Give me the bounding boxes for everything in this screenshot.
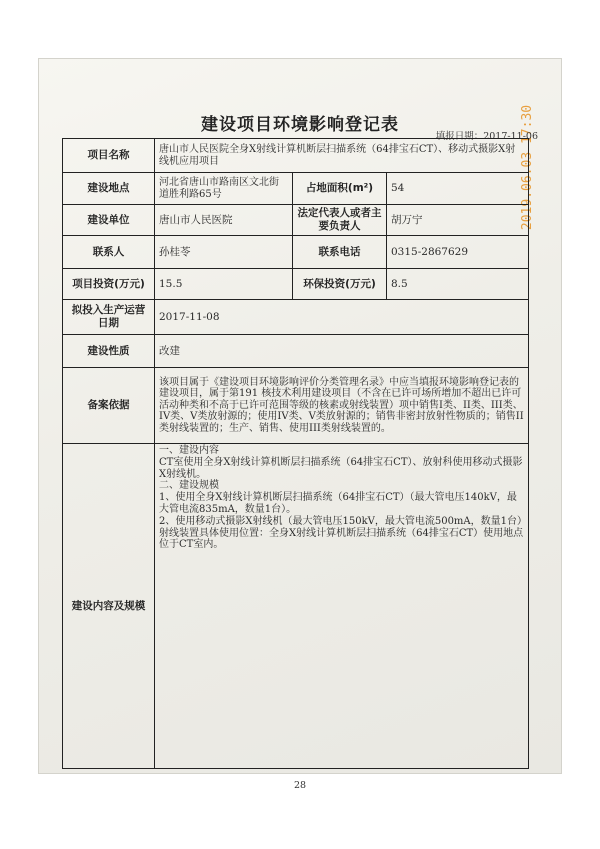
content-line: 2、使用移动式摄影X射线机（最大管电压150kV，最大管电流500mA，数量1台） — [159, 515, 528, 527]
row-project-name — [63, 139, 529, 173]
row-location — [63, 173, 529, 205]
env-investment-label: 环保投资(万元) — [293, 269, 387, 300]
builder-value: 唐山市人民医院 — [155, 205, 293, 236]
builder-label: 建设单位 — [63, 205, 155, 236]
row-nature — [63, 335, 529, 368]
row-content — [63, 444, 529, 769]
row-contact — [63, 236, 529, 269]
phone-label: 联系电话 — [293, 236, 387, 269]
legal-rep-label: 法定代表人或者主要负责人 — [293, 205, 387, 236]
content-label: 建设内容及规模 — [63, 444, 155, 769]
form-title: 建设项目环境影响登记表 — [201, 115, 399, 135]
nature-value: 改建 — [155, 335, 529, 368]
project-name-label: 项目名称 — [63, 139, 155, 173]
fill-date: 填报日期：2017-11-06 — [435, 131, 538, 142]
env-investment-value: 8.5 — [387, 269, 529, 300]
contact-label: 联系人 — [63, 236, 155, 269]
investment-label: 项目投资(万元) — [63, 269, 155, 300]
content-line: 二、建设规模 — [159, 480, 219, 492]
start-date-label: 拟投入生产运营日期 — [63, 300, 155, 335]
investment-value: 15.5 — [155, 269, 293, 300]
row-start-date — [63, 300, 529, 335]
area-label: 占地面积(m²) — [293, 173, 387, 205]
location-label: 建设地点 — [63, 173, 155, 205]
area-value: 54 — [387, 173, 529, 205]
timestamp-text: 2019.06.03 17:30 — [520, 104, 536, 231]
location-value: 河北省唐山市路南区文北街道胜利路65号 — [155, 173, 293, 205]
project-name-value: 唐山市人民医院全身X射线计算机断层扫描系统（64排宝石CT）、移动式摄影X射线机应用项目 — [155, 139, 529, 173]
registration-table — [62, 138, 529, 769]
nature-label: 建设性质 — [63, 335, 155, 368]
content-line: 射线装置具体使用位置：全身X射线计算机断层扫描系统（64排宝石CT）使用地点位于CT室内。 — [159, 527, 524, 551]
basis-label: 备案依据 — [63, 368, 155, 444]
content-value — [155, 444, 529, 769]
content-line: CT室使用全身X射线计算机断层扫描系统（64排宝石CT）、放射科使用移动式摄影X射线机。 — [159, 456, 523, 480]
legal-rep-value: 胡万宁 — [387, 205, 529, 236]
content-line: 一、建设内容 — [159, 445, 219, 456]
row-investment — [63, 269, 529, 300]
phone-value: 0315-2867629 — [387, 236, 529, 269]
contact-value: 孙桂苓 — [155, 236, 293, 269]
content-line: 1、使用全身X射线计算机断层扫描系统（64排宝石CT）（最大管电压140kV，最大管电流835mA，数量1台）。 — [159, 492, 517, 515]
page-number: 28 — [293, 780, 307, 791]
start-date-value: 2017-11-08 — [155, 300, 529, 335]
basis-value: 该项目属于《建设项目环境影响评价分类管理名录》中应当填报环境影响登记表的建设项目，属于第191 核技术利用建设项目（不含在已许可场所增加不超出已许可活动种类和不高于已许可范围等级的核素或射线装置）项中销售I类、II类、III类、IV类、V类放射源的；使用IV类、V类放射源的；销售非密封放射性物质的；销售II类射线装置的；生产、销售、使用III类射线装置的。 — [155, 368, 529, 444]
row-builder — [63, 205, 529, 236]
row-basis — [63, 368, 529, 444]
